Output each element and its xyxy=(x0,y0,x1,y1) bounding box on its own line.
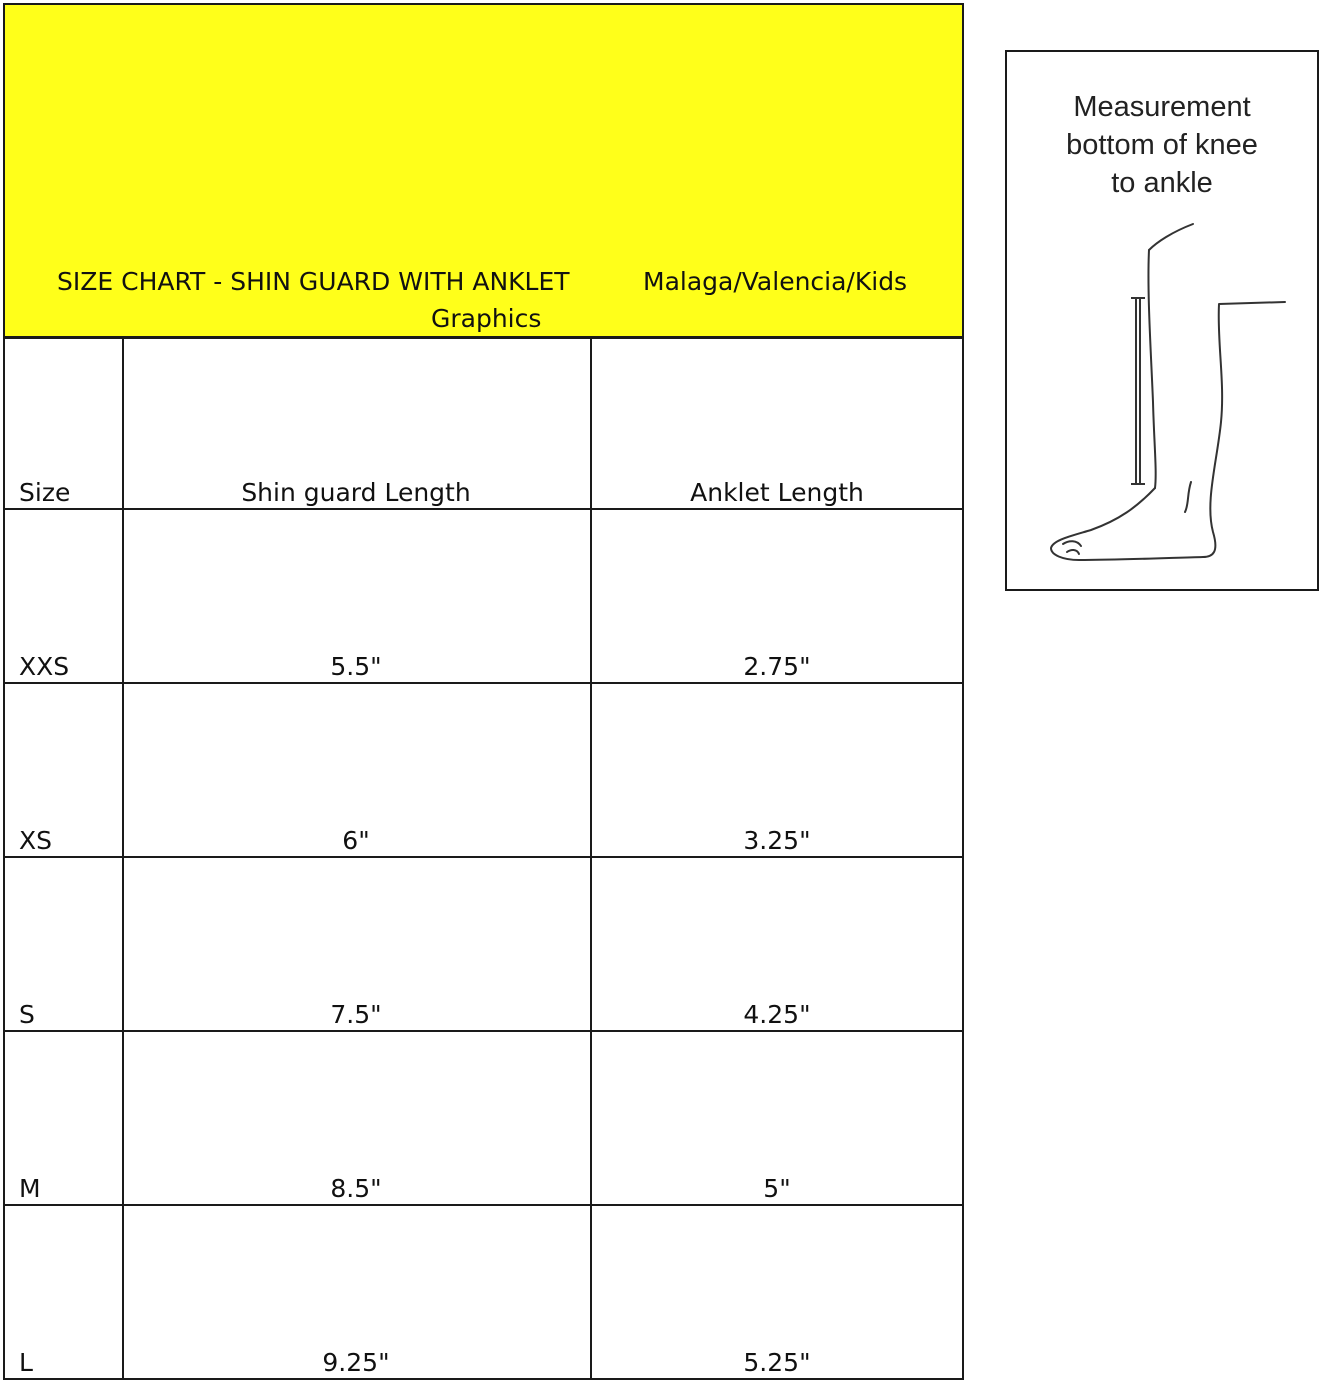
size-chart-table xyxy=(3,3,964,1383)
chart-header-banner xyxy=(3,3,964,339)
column-header-shin-guard-length: Shin guard Length xyxy=(122,336,592,510)
anklet-length-cell: 5.25" xyxy=(592,1206,964,1380)
size-cell: L xyxy=(3,1206,124,1380)
chart-models: Malaga/Valencia/Kids xyxy=(643,267,908,296)
shin-guard-length-cell: 6" xyxy=(122,684,592,858)
shin-guard-length-cell: 9.25" xyxy=(122,1206,592,1380)
anklet-length-cell: 5" xyxy=(592,1032,964,1206)
table-row xyxy=(3,1206,964,1380)
chart-grid xyxy=(3,336,964,1380)
size-cell: S xyxy=(3,858,124,1032)
caption-line: to ankle xyxy=(1111,167,1213,199)
shin-guard-length-cell: 8.5" xyxy=(122,1032,592,1206)
size-cell: XXS xyxy=(3,510,124,684)
chart-title: SIZE CHART - SHIN GUARD WITH ANKLET xyxy=(57,267,570,296)
chart-subtitle: Graphics xyxy=(431,304,542,333)
column-header-size: Size xyxy=(3,336,124,510)
shin-guard-length-cell: 5.5" xyxy=(122,510,592,684)
table-row xyxy=(3,858,964,1032)
anklet-length-cell: 3.25" xyxy=(592,684,964,858)
size-cell: M xyxy=(3,1032,124,1206)
leg-measurement-icon xyxy=(1007,52,1317,589)
column-header-anklet-length: Anklet Length xyxy=(592,336,964,510)
caption-line: bottom of knee xyxy=(1066,129,1258,161)
anklet-length-cell: 2.75" xyxy=(592,510,964,684)
table-row xyxy=(3,1032,964,1206)
header-row xyxy=(3,336,964,510)
caption-line: Measurement xyxy=(1073,91,1251,123)
shin-guard-length-cell: 7.5" xyxy=(122,858,592,1032)
anklet-length-cell: 4.25" xyxy=(592,858,964,1032)
table-row xyxy=(3,684,964,858)
size-cell: XS xyxy=(3,684,124,858)
table-row xyxy=(3,510,964,684)
measurement-illustration-card xyxy=(1005,50,1319,591)
